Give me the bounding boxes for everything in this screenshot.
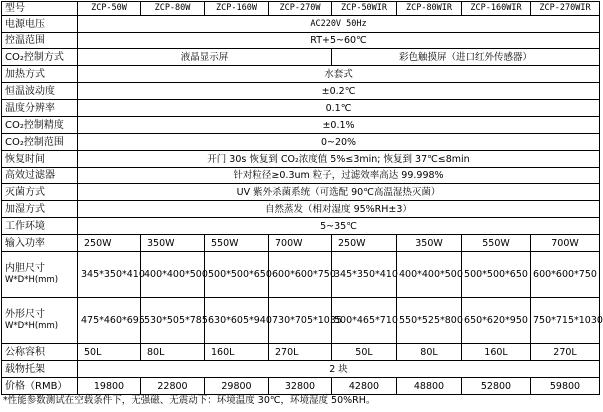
row-value: ±0.2℃ [78,83,600,100]
row-outer-size [2,298,600,344]
row-value: ±0.1% [78,117,600,134]
model-header: ZCP-80W [141,2,205,16]
outer-size-unit: W*D*H(mm) [5,321,59,331]
row-temp-range [2,33,600,49]
inner-size-cell: 400*400*500 [141,252,205,298]
inner-size-cell: 400*400*500 [397,252,462,298]
row-volume [2,344,600,361]
row-label: 控温范围 [2,33,78,49]
outer-size-cell: 650*620*950 [462,298,531,344]
row-value: RT+5~60℃ [78,33,600,49]
row-humidify [2,201,600,218]
inner-size-cell: 500*500*650 [205,252,269,298]
row-recovery [2,151,600,168]
power-cell: 350W [141,235,205,252]
row-label: 灭菌方式 [2,184,78,201]
footnote: *性能参数测试在空载条件下，无强磁、无震动下：环境温度 30℃，环境湿度 50%RH。 [3,395,376,406]
outer-size-cell: 475*460*695 [78,298,141,344]
model-header: ZCP-160WIR [462,2,531,16]
row-label: 公称容积 [2,344,78,361]
price-cell: 42800 [332,378,397,395]
outer-size-label: 外形尺寸 [5,309,45,320]
row-voltage [2,16,600,33]
outer-size-cell: 530*505*785 [141,298,205,344]
inner-size-cell: 345*350*410 [332,252,397,298]
row-shelf [2,361,600,378]
row-co2-range [2,134,600,151]
spec-table [1,1,603,395]
row-filter [2,168,600,184]
header-row [2,2,600,16]
model-header: ZCP-80WIR [397,2,462,16]
row-value: 0.1℃ [78,100,600,117]
outer-size-cell: 500*465*710 [332,298,397,344]
row-label: CO₂控制范围 [2,134,78,151]
row-resolution [2,100,600,117]
row-value: 2 块 [78,361,600,378]
volume-cell: 50L [78,344,141,361]
header-label: 型号 [2,2,78,16]
price-cell: 22800 [141,378,205,395]
outer-size-cell: 730*705*1035 [269,298,332,344]
row-power [2,235,600,252]
row-heating [2,66,600,83]
inner-size-cell: 500*500*650 [462,252,531,298]
row-fluctuation [2,83,600,100]
inner-size-cell: 600*600*750 [531,252,600,298]
power-cell: 250W [78,235,141,252]
row-value: UV 紫外杀菌系统（可选配 90℃高温湿热灭菌） [78,184,600,201]
model-header: ZCP-160W [205,2,269,16]
power-cell: 700W [269,235,332,252]
row-value-w: 液晶显示屏 [78,49,332,66]
model-header: ZCP-270WIR [531,2,600,16]
row-label: 价格（RMB） [2,378,78,395]
power-cell: 550W [462,235,531,252]
row-label: 工作环境 [2,218,78,235]
row-value: 5~35℃ [78,218,600,235]
row-label: 载物托架 [2,361,78,378]
row-value: 0~20% [78,134,600,151]
row-value-wir: 彩色触摸屏（进口红外传感器） [332,49,600,66]
model-header: ZCP-270W [269,2,332,16]
inner-size-unit: W*D*H(mm) [5,275,59,285]
volume-cell: 160L [462,344,531,361]
row-value: 针对粒径≥0.3um 粒子，过滤效率高达 99.998% [78,168,600,184]
model-header: ZCP-50WIR [332,2,397,16]
row-price [2,378,600,395]
row-value: 开门 30s 恢复到 CO₂浓度值 5%≤3min; 恢复到 37℃≤8min [78,151,600,168]
row-label [2,298,78,344]
row-sterilize [2,184,600,201]
row-value: 水套式 [78,66,600,83]
volume-cell: 80L [397,344,462,361]
price-cell: 48800 [397,378,462,395]
price-cell: 19800 [78,378,141,395]
row-value: AC220V 50Hz [78,16,600,33]
volume-cell: 270L [269,344,332,361]
outer-size-cell: 630*605*940 [205,298,269,344]
row-co2-precision [2,117,600,134]
power-cell: 550W [205,235,269,252]
row-label: 电源电压 [2,16,78,33]
row-label: 输入功率 [2,235,78,252]
row-label: 加湿方式 [2,201,78,218]
price-cell: 59800 [531,378,600,395]
outer-size-cell: 750*715*1030 [531,298,600,344]
row-label [2,252,78,298]
price-cell: 52800 [462,378,531,395]
row-label: CO₂控制方式 [2,49,78,66]
row-inner-size [2,252,600,298]
row-label: 高效过滤器 [2,168,78,184]
row-value: 自然蒸发（相对湿度 95%RH±3） [78,201,600,218]
volume-cell: 80L [141,344,205,361]
power-cell: 250W [332,235,397,252]
row-label: 恢复时间 [2,151,78,168]
row-label: 加热方式 [2,66,78,83]
inner-size-cell: 345*350*410 [78,252,141,298]
price-cell: 32800 [269,378,332,395]
row-label: 温度分辨率 [2,100,78,117]
inner-size-cell: 600*600*750 [269,252,332,298]
model-header: ZCP-50W [78,2,141,16]
row-co2-mode [2,49,600,66]
row-environment [2,218,600,235]
outer-size-cell: 550*525*800 [397,298,462,344]
inner-size-label: 内胆尺寸 [5,263,45,274]
power-cell: 350W [397,235,462,252]
row-label: CO₂控制精度 [2,117,78,134]
power-cell: 700W [531,235,600,252]
price-cell: 29800 [205,378,269,395]
volume-cell: 270L [531,344,600,361]
volume-cell: 160L [205,344,269,361]
row-label: 恒温波动度 [2,83,78,100]
volume-cell: 50L [332,344,397,361]
